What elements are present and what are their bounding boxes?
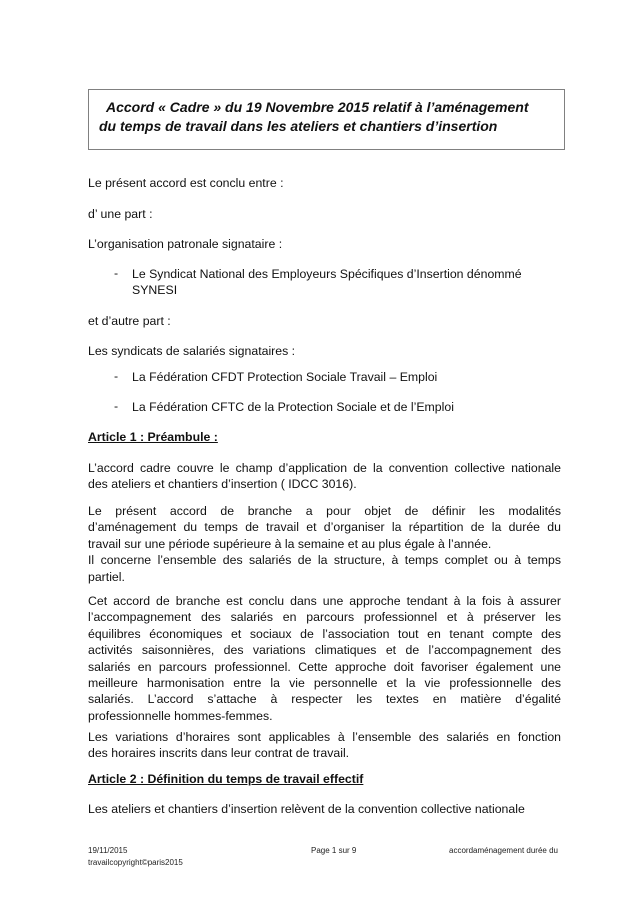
other-party-text: et d’autre part : — [88, 314, 171, 328]
list-bullet: - — [114, 369, 119, 383]
text-line: d’aménagement du temps de travail et d’organiser la répartition de la durée du — [88, 520, 561, 535]
footer-filename: accordaménagement durée du — [449, 846, 558, 855]
text-line: Il concerne l’ensemble des salariés de la structure, à temps complet ou à temps — [88, 553, 561, 568]
article-1-paragraph-3 — [88, 593, 561, 724]
footer-copyright: travailcopyright©paris2015 — [88, 858, 183, 867]
intro-text: Le présent accord est conclu entre : — [88, 176, 284, 190]
union-item: La Fédération CFDT Protection Sociale Travail – Emploi — [132, 370, 438, 384]
employer-org-label: L’organisation patronale signataire : — [88, 237, 283, 251]
text-line: des ateliers et chantiers d’insertion ( IDCC 3016). — [88, 477, 357, 492]
union-item: La Fédération CFTC de la Protection Sociale et de l’Emploi — [132, 400, 454, 414]
text-line: équilibres économiques et sociaux de l’association tout en tenant compte des — [88, 626, 561, 641]
footer-page-number: Page 1 sur 9 — [311, 846, 357, 855]
document-title-line-1: Accord « Cadre » du 19 Novembre 2015 relatif à l’aménagement — [106, 99, 529, 115]
list-bullet: - — [114, 266, 119, 280]
article-1-paragraph-2 — [88, 503, 561, 585]
list-bullet: - — [114, 399, 119, 413]
text-line: Le présent accord de branche a pour objet de définir les modalités — [88, 504, 561, 518]
title-box — [88, 89, 565, 150]
text-line: partiel. — [88, 569, 125, 584]
document-title-line-2: du temps de travail dans les ateliers et chantiers d’insertion — [99, 118, 498, 134]
article-2-paragraph-1: Les ateliers et chantiers d’insertion relèvent de la convention collective nationale — [88, 802, 525, 816]
text-line: Les variations d’horaires sont applicables à l’ensemble des salariés en fonction — [88, 730, 561, 744]
text-line: L’accord cadre couvre le champ d’application de la convention collective nationale — [88, 461, 561, 475]
text-line: activités saisonnières, des variations climatiques et de l’accompagnement des — [88, 643, 561, 658]
text-line: Cet accord de branche est conclu dans une approche tendant à la fois à assurer — [88, 594, 561, 608]
text-line: salariés. L’accord s’attache à respecter les textes en matière d’égalité — [88, 692, 561, 707]
article-2-heading: Article 2 : Définition du temps de travail effectif — [88, 772, 364, 786]
first-party-text: d’ une part : — [88, 207, 153, 221]
article-1-heading: Article 1 : Préambule : — [88, 430, 218, 444]
text-line: travail sur une période supérieure à la semaine et au plus égale à l’année. — [88, 536, 492, 551]
text-line: salariés en parcours professionnel. Cette approche doit favoriser également une — [88, 659, 561, 674]
unions-label: Les syndicats de salariés signataires : — [88, 344, 296, 358]
text-line: l’accompagnement des salariés en parcours professionnel et à préserver les — [88, 610, 561, 625]
text-line: des horaires inscrits dans leur contrat de travail. — [88, 746, 350, 761]
text-line: meilleure harmonisation entre la vie personnelle et la vie professionnelle des — [88, 676, 561, 691]
footer-date: 19/11/2015 — [88, 846, 128, 855]
article-1-paragraph-1 — [88, 460, 561, 493]
text-line: professionnelle hommes-femmes. — [88, 708, 273, 723]
employer-org-line-1: Le Syndicat National des Employeurs Spécifiques d’Insertion dénommé — [132, 267, 522, 281]
article-1-paragraph-4 — [88, 729, 561, 762]
employer-org-line-2: SYNESI — [132, 283, 178, 297]
